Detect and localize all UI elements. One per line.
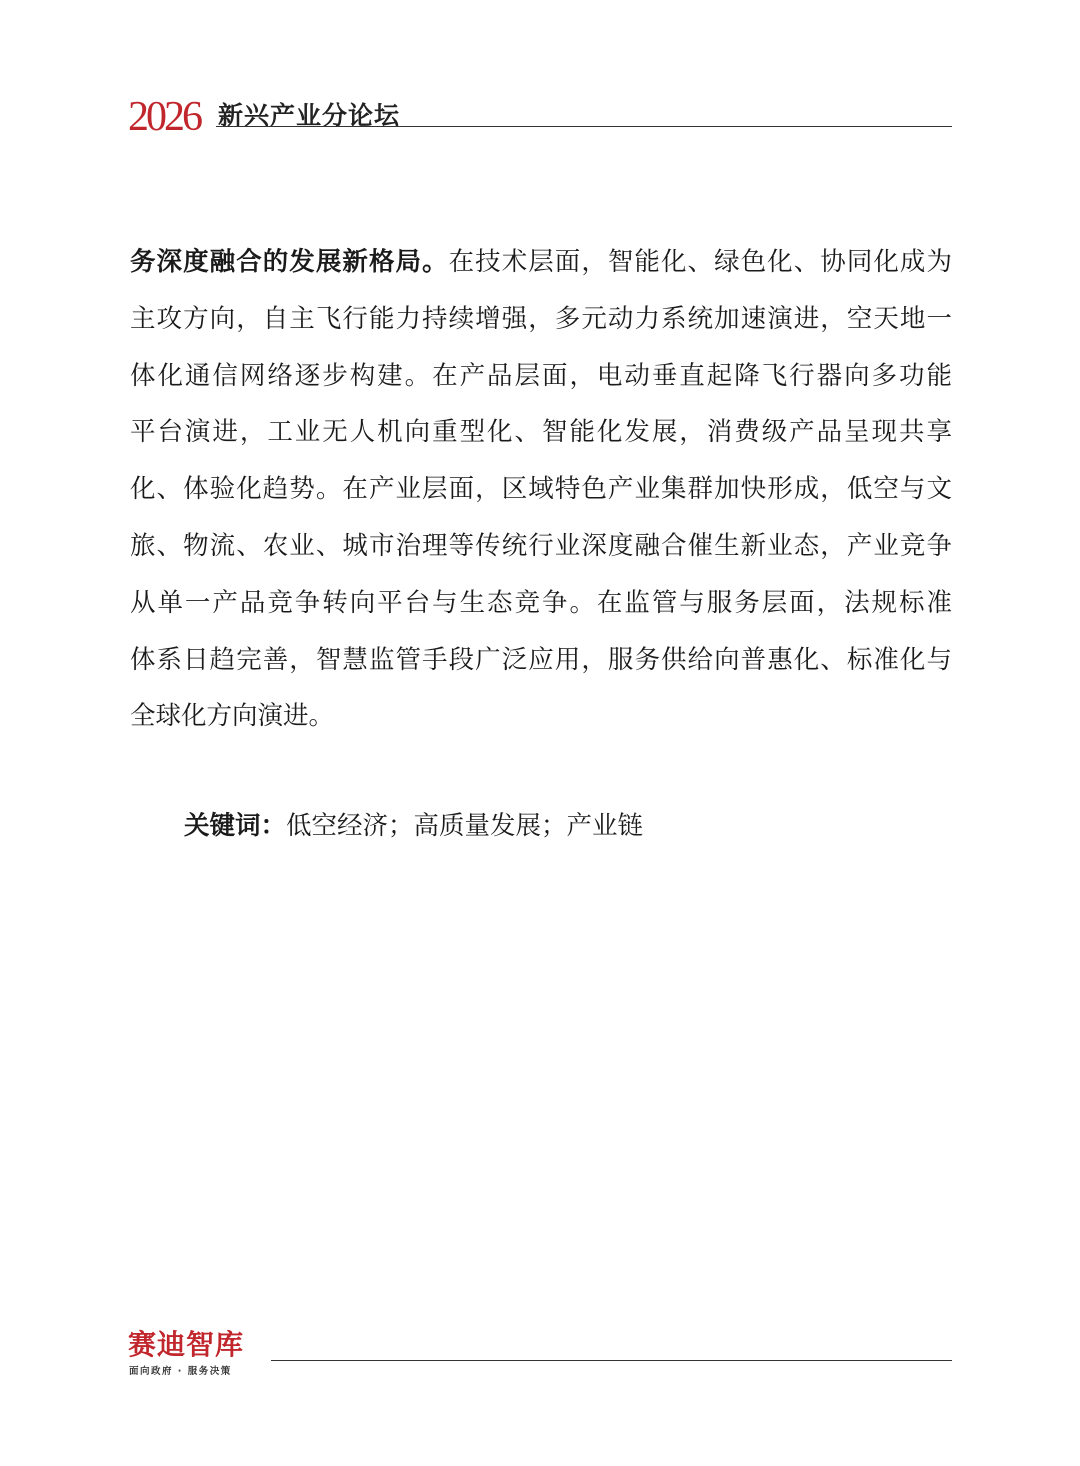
keywords: [184, 804, 643, 848]
page-header: [128, 88, 952, 150]
paragraph-line: 体化通信网络逐步构建。在产品层面，电动垂直起降飞行器向多功能: [130, 360, 952, 391]
header-title: 新兴产业分论坛: [218, 101, 401, 130]
header-divider: [216, 126, 952, 127]
paragraph-line: 旅、物流、农业、城市治理等传统行业深度融合催生新业态，产业竞争: [130, 530, 952, 561]
keywords-label: 关键词：: [184, 811, 287, 841]
keywords-value: 低空经济；高质量发展；产业链: [286, 811, 644, 841]
paragraph-line: 体系日趋完善，智慧监管手段广泛应用，服务供给向普惠化、标准化与: [130, 644, 952, 675]
year-logo-text: 2026: [128, 94, 200, 140]
footer-slogan: 面向政府 · 服务决策: [129, 1366, 232, 1377]
paragraph-line: 主攻方向，自主飞行能力持续增强，多元动力系统加速演进，空天地一: [130, 303, 952, 334]
bold-lead-text: 务深度融合的发展新格局。: [130, 247, 449, 277]
paragraph-line: 从单一产品竞争转向平台与生态竞争。在监管与服务层面，法规标准: [130, 587, 952, 618]
paragraph-line: 化、体验化趋势。在产业层面，区域特色产业集群加快形成，低空与文: [130, 474, 952, 505]
footer-divider: [271, 1360, 952, 1361]
ccid-think-tank-logo: 赛迪智库: [128, 1328, 245, 1361]
paragraph-line: [130, 234, 952, 291]
paragraph-line: 平台演进，工业无人机向重型化、智能化发展，消费级产品呈现共享: [130, 417, 952, 448]
paragraph-line: 全球化方向演进。: [130, 701, 335, 732]
year-2026-logo: [128, 88, 212, 150]
page-footer: [128, 1328, 952, 1378]
line-text: 在技术层面，智能化、绿色化、协同化成为: [448, 247, 952, 277]
abstract-paragraph: [130, 234, 952, 745]
